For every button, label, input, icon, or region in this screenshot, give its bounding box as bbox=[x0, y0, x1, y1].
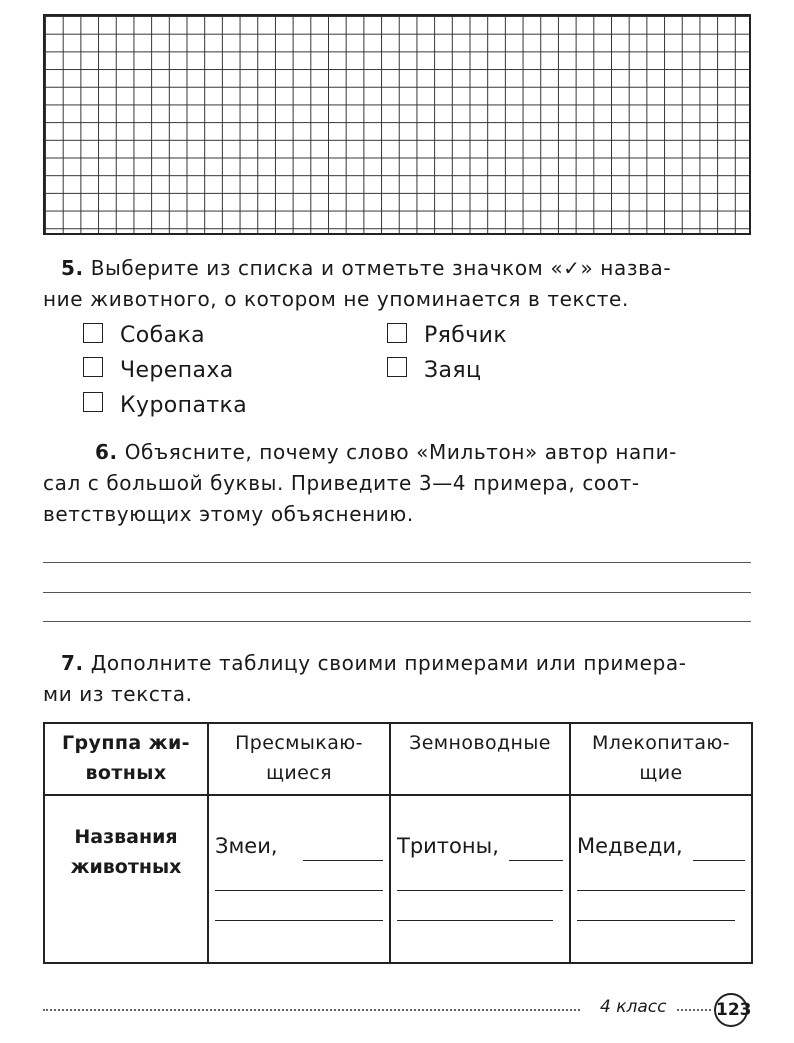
amphibians-blank-3[interactable] bbox=[397, 920, 553, 921]
page-number: 123 bbox=[714, 993, 748, 1027]
mammals-cell[interactable] bbox=[570, 795, 752, 963]
reptiles-example: Змеи, bbox=[215, 834, 278, 858]
reptiles-blank-1[interactable] bbox=[303, 860, 383, 861]
question-7-text bbox=[43, 648, 751, 710]
checkbox-kuropatka[interactable] bbox=[83, 392, 103, 412]
amphibians-blank-2[interactable] bbox=[397, 890, 563, 891]
amphibians-example: Тритоны, bbox=[397, 834, 499, 858]
option-ryabchik: Рябчик bbox=[424, 323, 508, 348]
mammals-example: Медведи, bbox=[577, 834, 683, 858]
mammals-blank-3[interactable] bbox=[577, 920, 735, 921]
header-amphibians bbox=[390, 723, 570, 795]
option-kuropatka: Куропатка bbox=[120, 393, 248, 418]
question-6-line2: сал с большой буквы. Приведите 3—4 примера, соот- bbox=[43, 471, 640, 495]
question-6-line3: ветствующих этому объяснению. bbox=[43, 502, 414, 526]
row-label-line1: Названия bbox=[74, 826, 178, 848]
answer-line-2[interactable] bbox=[43, 592, 751, 593]
row-label-cell bbox=[44, 795, 208, 963]
footer-dotted-line-left bbox=[43, 1009, 580, 1011]
answer-line-1[interactable] bbox=[43, 562, 751, 563]
reptiles-cell[interactable] bbox=[208, 795, 390, 963]
question-6-text bbox=[43, 437, 751, 530]
header-mammals bbox=[570, 723, 752, 795]
amphibians-cell[interactable] bbox=[390, 795, 570, 963]
animals-table bbox=[43, 722, 753, 964]
mammals-blank-1[interactable] bbox=[693, 860, 745, 861]
footer-grade: 4 класс bbox=[600, 997, 667, 1017]
question-7-number: 7. bbox=[61, 651, 84, 675]
header-reptiles-line1: Пресмыкаю- bbox=[235, 732, 363, 754]
checkbox-ryabchik[interactable] bbox=[387, 323, 407, 343]
question-5-number: 5. bbox=[61, 256, 84, 280]
answer-grid[interactable] bbox=[43, 14, 751, 235]
checkbox-zayats[interactable] bbox=[387, 357, 407, 377]
question-5-line2: ние животного, о котором не упоминается в тексте. bbox=[43, 287, 629, 311]
header-group-line2: вотных bbox=[85, 762, 167, 784]
checkbox-sobaka[interactable] bbox=[83, 323, 103, 343]
question-6-line1: Объясните, почему слово «Мильтон» автор напи- bbox=[124, 440, 677, 464]
reptiles-blank-2[interactable] bbox=[215, 890, 383, 891]
checkbox-cherepakha[interactable] bbox=[83, 357, 103, 377]
answer-line-3[interactable] bbox=[43, 621, 751, 622]
question-5-line1: Выберите из списка и отметьте значком «✓» назва- bbox=[90, 256, 672, 280]
question-7-line2: ми из текста. bbox=[43, 682, 193, 706]
question-7-line1: Дополните таблицу своими примерами или примера- bbox=[90, 651, 687, 675]
option-cherepakha: Черепаха bbox=[120, 358, 234, 383]
header-reptiles bbox=[208, 723, 390, 795]
question-5-text bbox=[43, 253, 751, 315]
header-mammals-line1: Млекопитаю- bbox=[591, 732, 731, 754]
option-zayats: Заяц bbox=[424, 358, 482, 383]
header-mammals-line2: щие bbox=[639, 762, 683, 784]
row-label-line2: животных bbox=[70, 856, 182, 878]
reptiles-blank-3[interactable] bbox=[215, 920, 383, 921]
header-reptiles-line2: щиеся bbox=[266, 762, 332, 784]
amphibians-blank-1[interactable] bbox=[509, 860, 563, 861]
mammals-blank-2[interactable] bbox=[577, 890, 745, 891]
footer-dotted-line-right bbox=[677, 1009, 711, 1011]
header-group bbox=[44, 723, 208, 795]
header-group-line1: Группа жи- bbox=[62, 732, 190, 754]
question-6-number: 6. bbox=[95, 440, 118, 464]
option-sobaka: Собака bbox=[120, 323, 206, 348]
header-amphibians-label: Земноводные bbox=[409, 732, 551, 754]
